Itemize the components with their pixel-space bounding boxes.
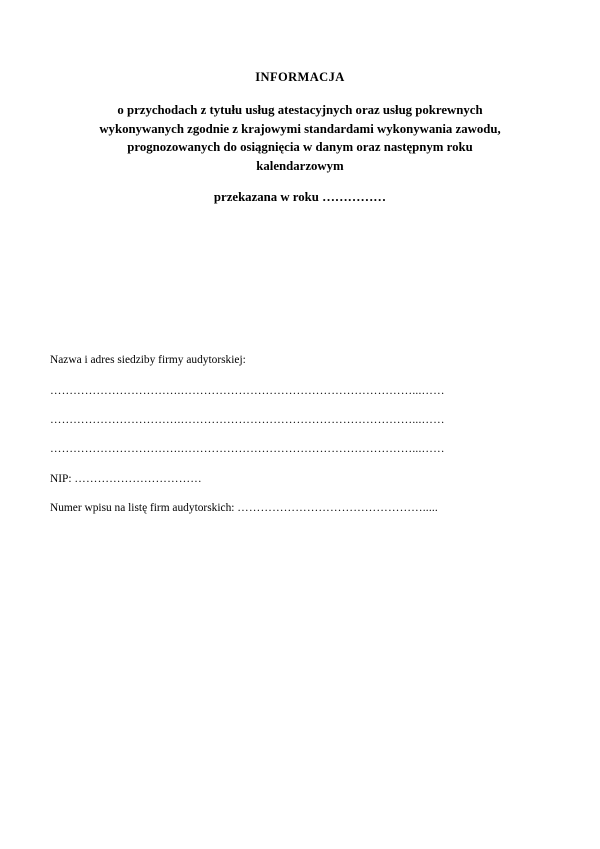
company-address-line-1-dots[interactable]: …………………………….……………………………………………………...……	[50, 384, 445, 397]
nip-row	[50, 474, 550, 485]
document-body	[50, 0, 550, 533]
company-address-line-3-row	[50, 444, 550, 455]
fields-block	[50, 355, 550, 514]
company-address-line-1-row	[50, 386, 550, 397]
company-address-line-3-dots[interactable]: …………………………….……………………………………………………...……	[50, 443, 445, 456]
handover-year-line: przekazana w roku ……………	[213, 190, 387, 205]
title-block	[50, 70, 550, 207]
company-address-line-2-row	[50, 415, 550, 426]
nip-label: NIP:	[50, 472, 72, 485]
company-name-address-label-row	[50, 355, 550, 366]
document-subtitle	[50, 101, 550, 175]
register-number-row	[50, 503, 550, 514]
subtitle-line-3: prognozowanych do osiągnięcia w danym oraz następnym roku	[127, 140, 473, 155]
company-name-address-label: Nazwa i adres siedziby firmy audytorskiej:	[50, 354, 246, 367]
subtitle-line-2: wykonywanych zgodnie z krajowymi standardami wykonywania zawodu,	[99, 121, 501, 136]
subtitle-line-4: kalendarzowym	[256, 158, 344, 173]
company-address-line-2-dots[interactable]: …………………………….……………………………………………………...……	[50, 413, 445, 426]
subtitle-line-1: o przychodach z tytułu usług atestacyjnych oraz usług pokrewnych	[117, 103, 483, 117]
register-number-label: Numer wpisu na listę firm audytorskich:	[50, 502, 235, 515]
register-number-value-dots[interactable]: ………………………………………….....	[237, 502, 438, 515]
nip-value-dots[interactable]: ……………………………	[74, 472, 202, 485]
page-title: INFORMACJA	[255, 70, 345, 84]
